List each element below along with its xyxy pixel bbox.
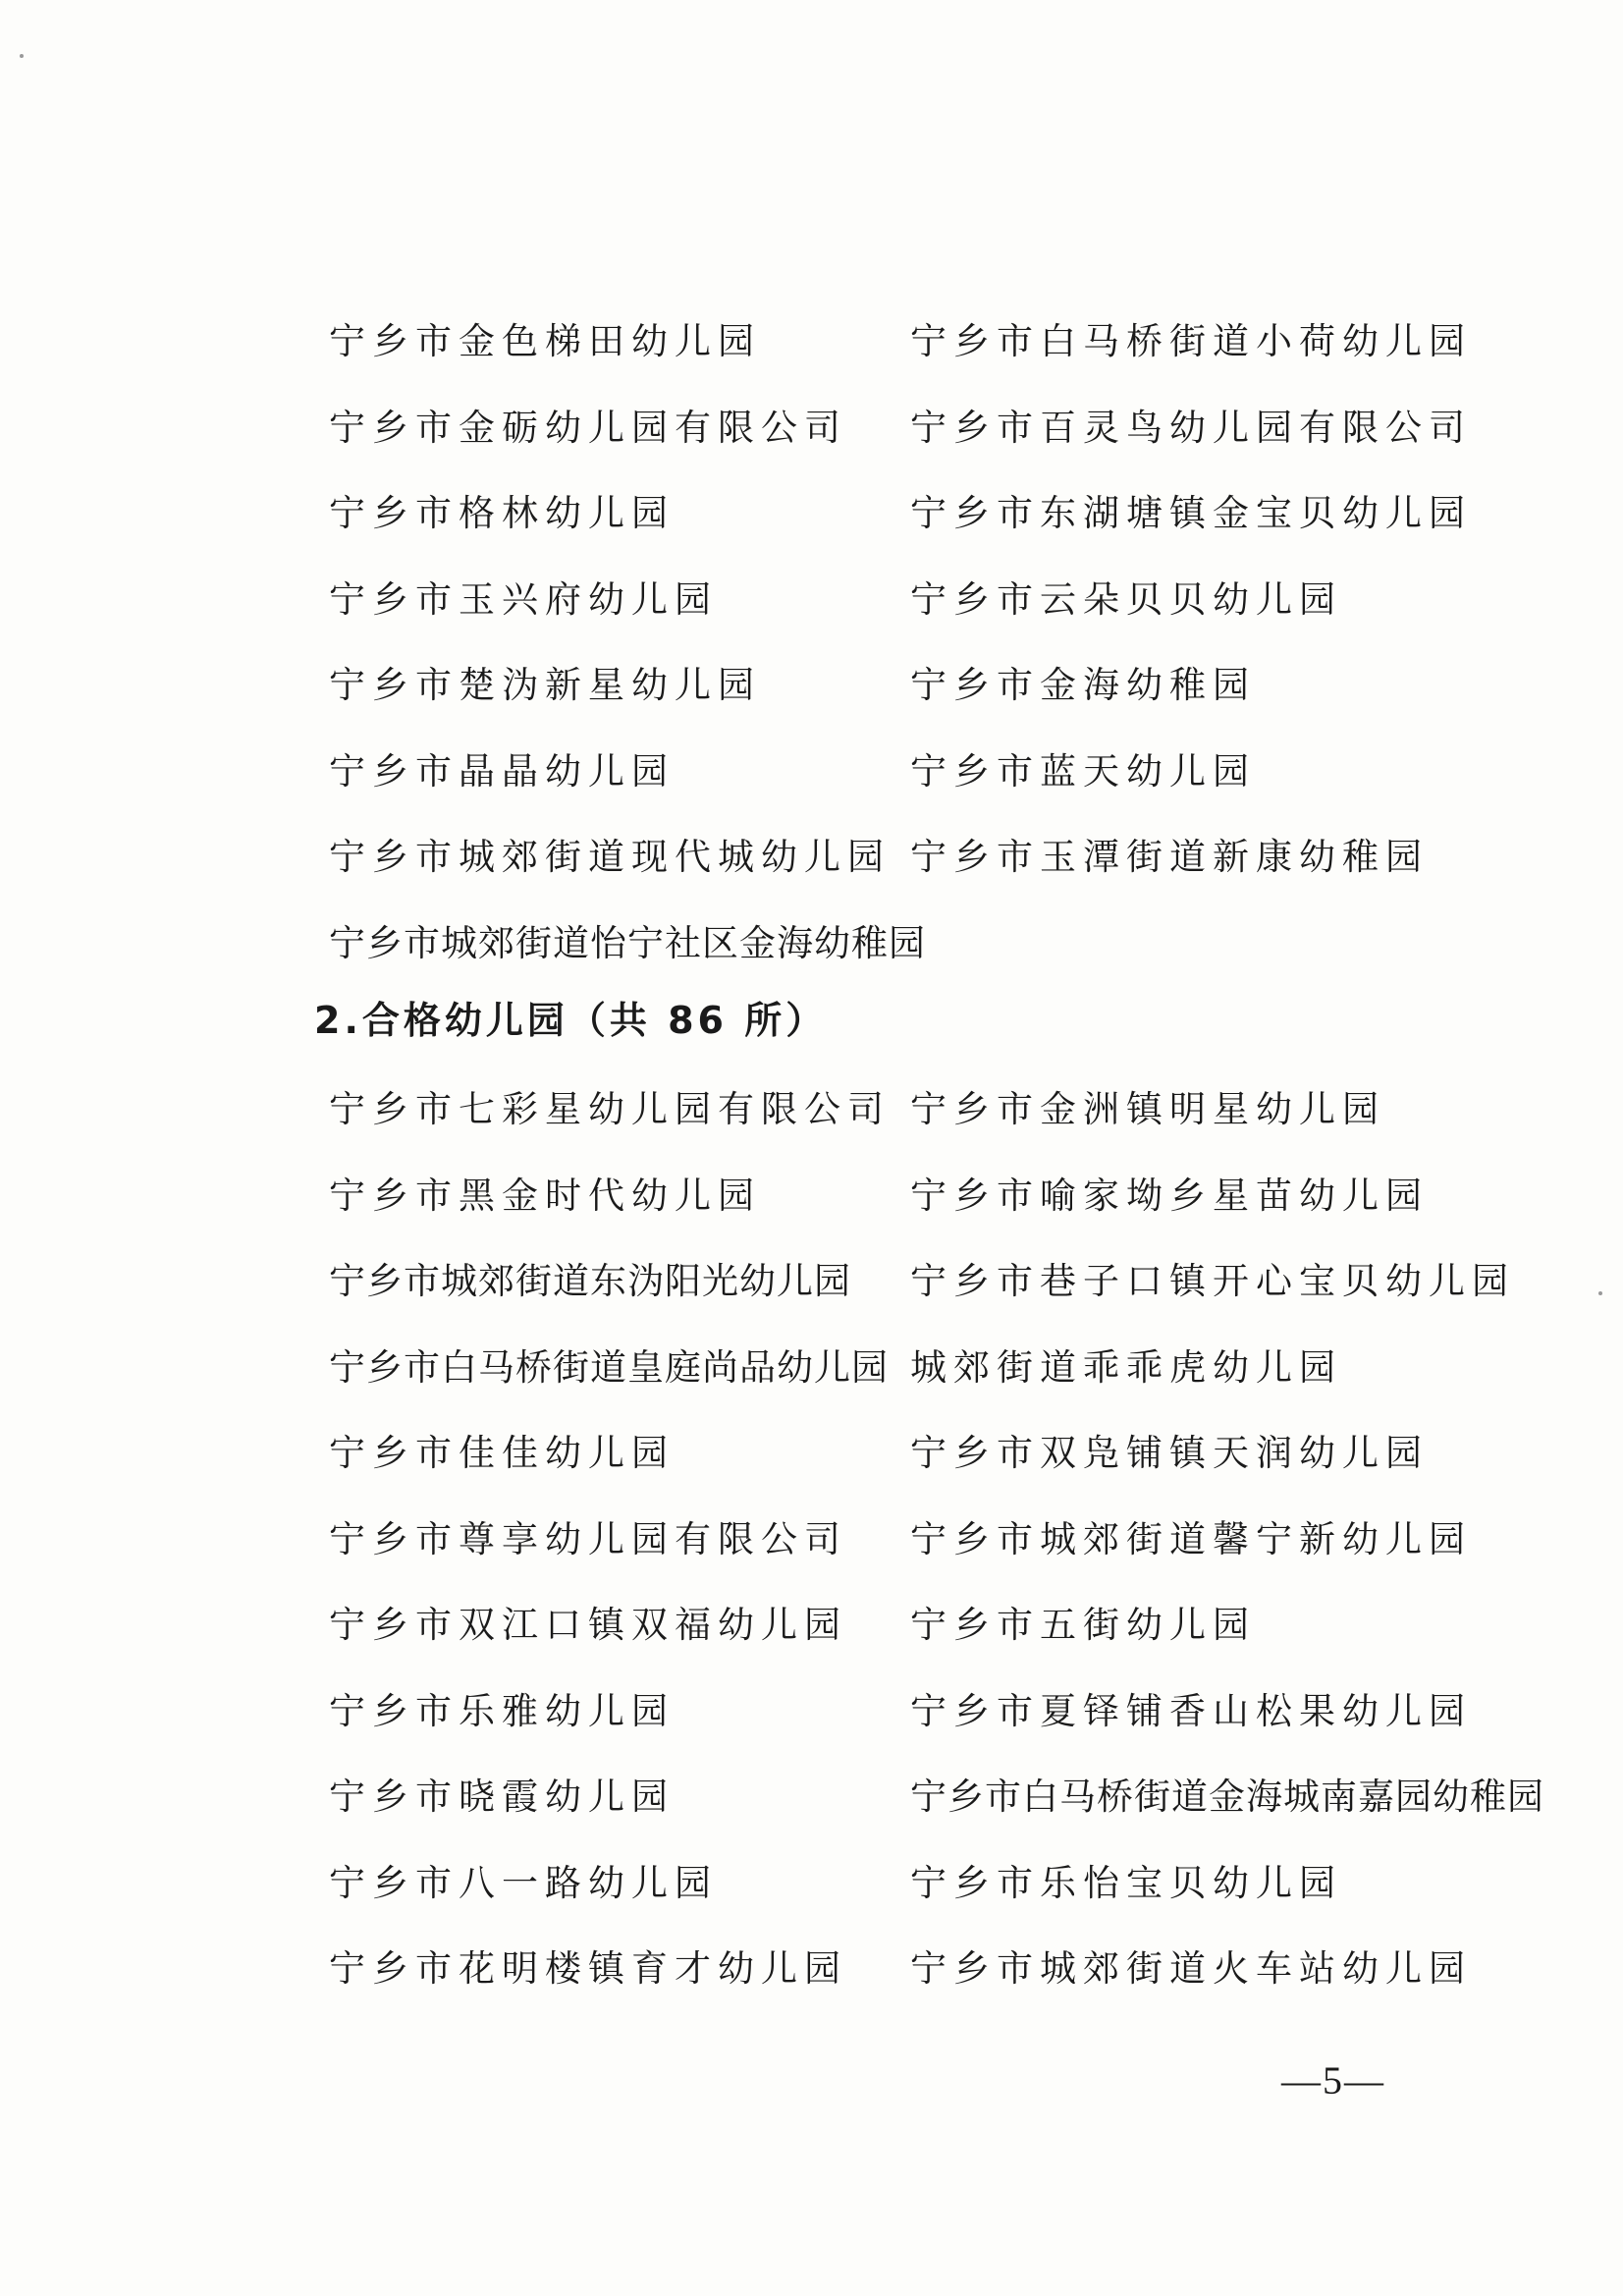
list-item: 宁乡市五街幼儿园: [910, 1604, 1256, 1647]
list-item: 宁乡市佳佳幼儿园: [329, 1432, 675, 1475]
kindergarten-list-qualified: [329, 1066, 1544, 2012]
list-row: [329, 814, 1537, 901]
list-row: [329, 1668, 1537, 1755]
list-item: 宁乡市东湖塘镇金宝贝幼儿园: [910, 492, 1472, 535]
list-item: 宁乡市蓝天幼儿园: [910, 749, 1256, 793]
list-item: 宁乡市晶晶幼儿园: [329, 749, 675, 793]
list-item: 宁乡市八一路幼儿园: [329, 1861, 718, 1904]
list-item: 宁乡市七彩星幼儿园有限公司: [329, 1088, 891, 1131]
list-row: [329, 901, 1537, 987]
list-item: 宁乡市夏铎铺香山松果幼儿园: [910, 1689, 1472, 1732]
list-row: [329, 299, 1537, 385]
list-item: 宁乡市百灵鸟幼儿园有限公司: [910, 406, 1472, 449]
scan-speck: [20, 54, 24, 58]
list-item: 宁乡市喻家坳乡星苗幼儿园: [910, 1174, 1429, 1217]
kindergarten-list-top: [329, 299, 1537, 986]
list-row: [329, 557, 1537, 643]
list-item: 宁乡市乐怡宝贝幼儿园: [910, 1861, 1342, 1904]
list-item: 宁乡市城郊街道现代城幼儿园: [329, 836, 891, 879]
list-row: [329, 470, 1537, 557]
list-row: [329, 1582, 1537, 1668]
list-row: [329, 1410, 1537, 1497]
list-row: [329, 729, 1537, 815]
scan-speck: [1598, 1291, 1602, 1295]
list-row: [329, 1238, 1537, 1325]
list-item: 城郊街道乖乖虎幼儿园: [910, 1345, 1342, 1389]
list-item: 宁乡市玉潭街道新康幼稚园: [910, 836, 1429, 879]
list-row: [329, 1066, 1537, 1153]
list-item: 宁乡市双凫铺镇天润幼儿园: [910, 1432, 1429, 1475]
list-item: 宁乡市乐雅幼儿园: [329, 1689, 675, 1732]
list-row: [329, 1754, 1544, 1840]
list-item: 宁乡市云朵贝贝幼儿园: [910, 577, 1342, 621]
list-item: 宁乡市格林幼儿园: [329, 492, 675, 535]
list-row: [329, 1153, 1537, 1239]
section-heading: 2.合格幼儿园（共 86 所）: [314, 998, 828, 1042]
page-number: —5—: [1281, 2058, 1385, 2103]
list-item: 宁乡市城郊街道火车站幼儿园: [910, 1947, 1472, 1991]
list-row: [329, 1926, 1537, 2012]
list-row: [329, 642, 1537, 729]
list-item: 宁乡市白马桥街道皇庭尚品幼儿园: [329, 1345, 889, 1389]
list-item: 宁乡市城郊街道馨宁新幼儿园: [910, 1517, 1472, 1560]
list-item: 宁乡市晓霞幼儿园: [329, 1776, 675, 1819]
list-item: 宁乡市楚沩新星幼儿园: [329, 664, 761, 707]
list-row: [329, 1325, 1537, 1411]
list-item: 宁乡市花明楼镇育才幼儿园: [329, 1947, 847, 1991]
list-item: 宁乡市巷子口镇开心宝贝幼儿园: [910, 1260, 1515, 1303]
list-item: 宁乡市城郊街道东沩阳光幼儿园: [329, 1260, 851, 1303]
list-item: 宁乡市尊享幼儿园有限公司: [329, 1517, 847, 1560]
list-row: [329, 385, 1537, 471]
list-item: 宁乡市双江口镇双福幼儿园: [329, 1604, 847, 1647]
list-item: 宁乡市黑金时代幼儿园: [329, 1174, 761, 1217]
list-item: 宁乡市玉兴府幼儿园: [329, 577, 718, 621]
list-item: 宁乡市金海幼稚园: [910, 664, 1256, 707]
list-item: 宁乡市金色梯田幼儿园: [329, 320, 761, 363]
list-row: [329, 1497, 1537, 1583]
list-item: 宁乡市城郊街道怡宁社区金海幼稚园: [329, 921, 926, 964]
list-row: [329, 1840, 1537, 1927]
list-item: 宁乡市白马桥街道小荷幼儿园: [910, 320, 1472, 363]
list-item: 宁乡市白马桥街道金海城南嘉园幼稚园: [910, 1776, 1544, 1819]
list-item: 宁乡市金洲镇明星幼儿园: [910, 1088, 1385, 1131]
list-item: 宁乡市金砺幼儿园有限公司: [329, 406, 847, 449]
